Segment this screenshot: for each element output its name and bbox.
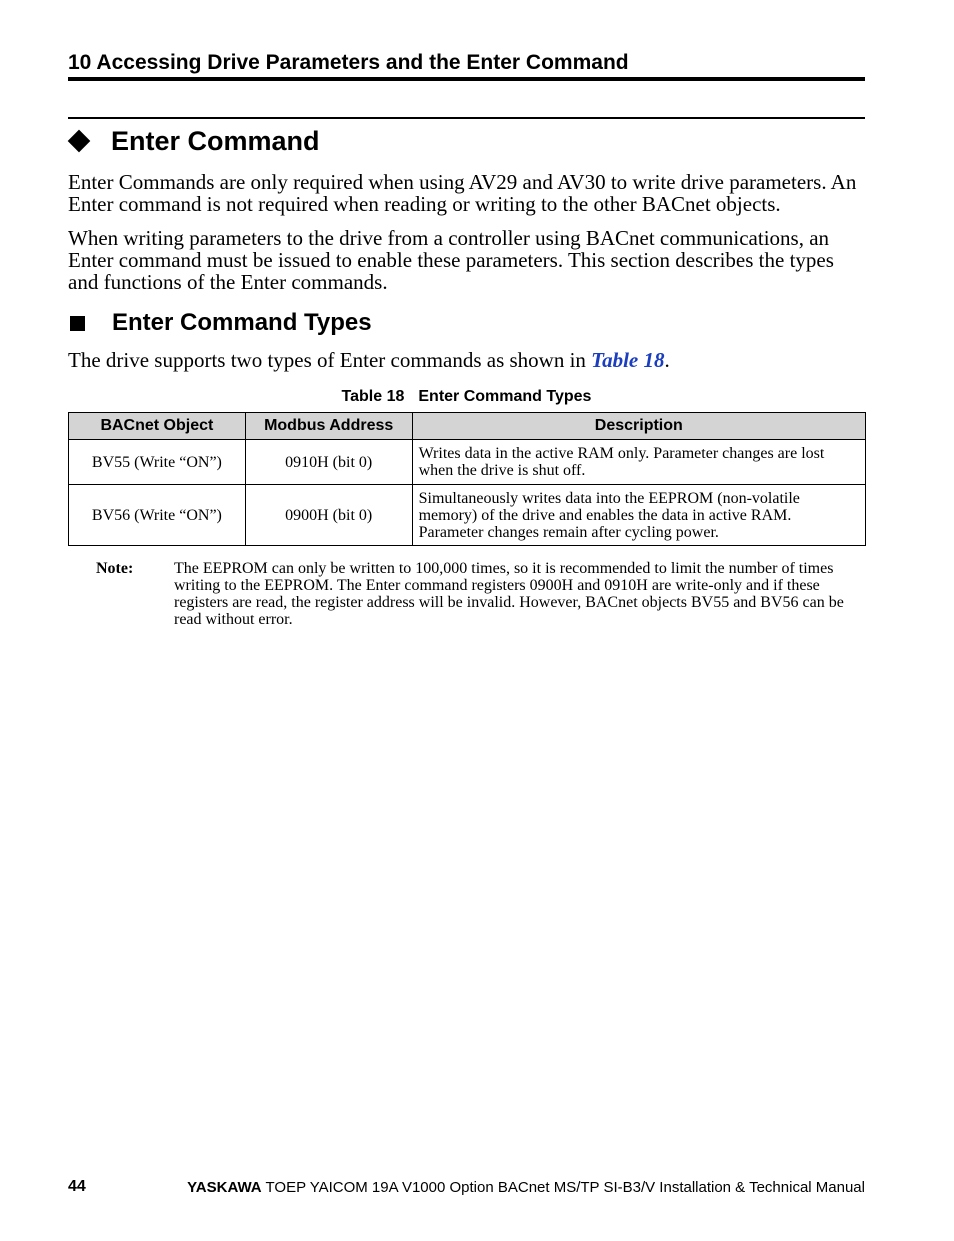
column-header: BACnet Object <box>69 413 246 440</box>
table-caption-title: Enter Command Types <box>418 388 592 405</box>
column-header: Description <box>412 413 865 440</box>
subsection-title: Enter Command Types <box>112 309 372 336</box>
table-cell: Writes data in the active RAM only. Parameter changes are lost when the drive is shut off. <box>412 440 865 485</box>
page-number: 44 <box>68 1178 86 1195</box>
note-text: The EEPROM can only be written to 100,000 times, so it is recommended to limit the number of times writing to the EEPROM. The Enter command registers 0900H and 0910H are write-only and if these registers are read, the register address will be invalid. However, BACnet objects BV55 and BV56 can be read without error. <box>174 560 844 628</box>
square-bullet-icon <box>70 316 85 331</box>
paragraph: When writing parameters to the drive from a controller using BACnet communications, an Enter command must be issued to enable these parameters. This section describes the types and functions of the Enter commands. <box>68 226 834 294</box>
diamond-bullet-icon <box>68 130 91 153</box>
intro-text-end: . <box>664 348 670 372</box>
table-caption <box>68 388 865 406</box>
table-reference-link[interactable]: Table 18 <box>591 348 665 372</box>
table-row <box>69 440 866 485</box>
section-heading <box>68 124 320 158</box>
section-title: Enter Command <box>111 125 320 156</box>
header-rule <box>68 77 865 81</box>
footer-title-text: TOEP YAICOM 19A V1000 Option BACnet MS/TP SI-B3/V Installation & Technical Manual <box>261 1179 865 1196</box>
footer-manual-title <box>187 1179 865 1196</box>
enter-command-table <box>68 412 866 546</box>
paragraph: Enter Commands are only required when using AV29 and AV30 to write drive parameters. An Enter command is not required when reading or writing to the other BACnet objects. <box>68 170 857 216</box>
note-label: Note: <box>96 560 134 577</box>
table-row <box>69 485 866 546</box>
table-cell: BV56 (Write “ON”) <box>69 485 246 546</box>
table-cell: Simultaneously writes data into the EEPROM (non-volatile memory) of the drive and enables the data in active RAM. Parameter changes remain after cycling power. <box>412 485 865 546</box>
paragraph-intro <box>68 349 868 371</box>
table-caption-number: Table 18 <box>341 388 405 405</box>
table-cell: 0910H (bit 0) <box>245 440 412 485</box>
footer-brand: YASKAWA <box>187 1179 262 1196</box>
table-header-row <box>69 413 866 440</box>
table-cell: BV55 (Write “ON”) <box>69 440 246 485</box>
subsection-heading <box>68 308 372 338</box>
section-rule <box>68 117 865 119</box>
chapter-header: 10 Accessing Drive Parameters and the Enter Command <box>68 51 629 74</box>
table-cell: 0900H (bit 0) <box>245 485 412 546</box>
column-header: Modbus Address <box>245 413 412 440</box>
intro-text: The drive supports two types of Enter commands as shown in <box>68 348 592 372</box>
